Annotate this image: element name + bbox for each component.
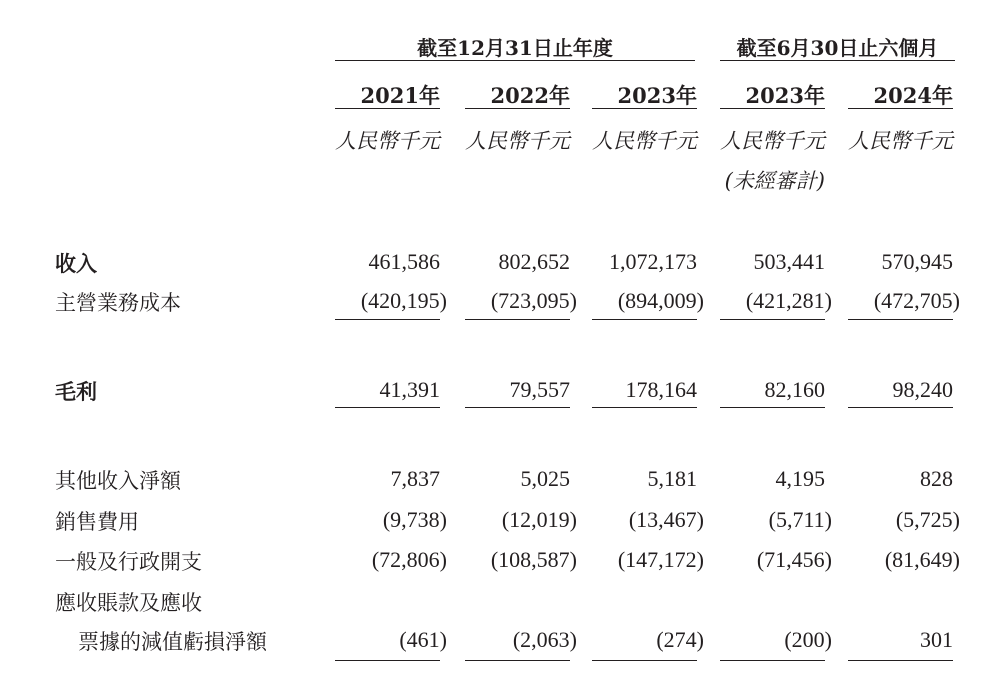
row-admin-2022: (108,587)	[490, 547, 577, 572]
bottom-rule-4	[720, 660, 825, 661]
row-other-2022: 5,025	[520, 466, 570, 491]
subtotal-rule-2	[465, 319, 570, 320]
row-label-revenue: 收入	[55, 251, 97, 276]
row-cost-2023h1: (421,281)	[745, 288, 832, 313]
row-impairment-2021: (461)	[399, 627, 447, 652]
row-selling-2022: (12,019)	[501, 507, 577, 532]
row-impairment-2023: (274)	[656, 627, 704, 652]
row-label-impairment-line2: 票據的減值虧損淨額	[78, 630, 267, 654]
header-group-year: 截至12月31日止年度	[417, 36, 613, 60]
row-cost-2021: (420,195)	[360, 288, 447, 313]
column-year-rule-4	[720, 108, 825, 109]
row-revenue-2021: 461,586	[368, 249, 440, 274]
column-year-rule-3	[592, 108, 697, 109]
row-label-other-income: 其他收入淨額	[55, 469, 181, 493]
row-admin-2024h1: (81,649)	[884, 547, 960, 572]
row-other-2024h1: 828	[920, 466, 953, 491]
gross-rule-5	[848, 407, 953, 408]
bottom-rule-1	[335, 660, 440, 661]
header-group-year-rule	[335, 60, 695, 61]
row-revenue-2023h1: 503,441	[753, 249, 825, 274]
row-label-selling-expenses: 銷售費用	[55, 510, 139, 534]
row-admin-2021: (72,806)	[371, 547, 447, 572]
row-selling-2024h1: (5,725)	[895, 507, 960, 532]
row-other-2023h1: 4,195	[775, 466, 825, 491]
gross-rule-1	[335, 407, 440, 408]
row-other-2023: 5,181	[647, 466, 697, 491]
column-unit-3: 人民幣千元	[592, 129, 697, 153]
column-unaudited-note: (未經審計)	[724, 169, 825, 193]
row-label-cost-of-sales: 主營業務成本	[55, 291, 181, 315]
subtotal-rule-1	[335, 319, 440, 320]
row-selling-2021: (9,738)	[382, 507, 447, 532]
row-selling-2023: (13,467)	[628, 507, 704, 532]
row-revenue-2022: 802,652	[498, 249, 570, 274]
column-year-2: 2022年	[490, 83, 570, 108]
row-gross-2023: 178,164	[625, 377, 697, 402]
column-year-3: 2023年	[617, 83, 697, 108]
row-impairment-2024h1: 301	[920, 627, 953, 652]
row-admin-2023h1: (71,456)	[756, 547, 832, 572]
row-cost-2024h1: (472,705)	[873, 288, 960, 313]
subtotal-rule-4	[720, 319, 825, 320]
subtotal-rule-3	[592, 319, 697, 320]
column-year-5: 2024年	[873, 83, 953, 108]
row-impairment-2023h1: (200)	[784, 627, 832, 652]
row-revenue-2023: 1,072,173	[609, 249, 697, 274]
column-year-1: 2021年	[360, 83, 440, 108]
header-group-half-rule	[720, 60, 955, 61]
column-year-4: 2023年	[745, 83, 825, 108]
column-unit-2: 人民幣千元	[465, 129, 570, 153]
row-admin-2023: (147,172)	[617, 547, 704, 572]
bottom-rule-5	[848, 660, 953, 661]
gross-rule-4	[720, 407, 825, 408]
column-unit-5: 人民幣千元	[848, 129, 953, 153]
row-gross-2024h1: 98,240	[892, 377, 953, 402]
gross-rule-2	[465, 407, 570, 408]
bottom-rule-3	[592, 660, 697, 661]
header-group-half-year: 截至6月30日止六個月	[736, 36, 939, 60]
row-gross-2023h1: 82,160	[764, 377, 825, 402]
row-impairment-2022: (2,063)	[512, 627, 577, 652]
column-unit-4: 人民幣千元	[720, 129, 825, 153]
row-cost-2023: (894,009)	[617, 288, 704, 313]
column-year-rule-1	[335, 108, 440, 109]
row-other-2021: 7,837	[390, 466, 440, 491]
column-year-rule-5	[848, 108, 953, 109]
subtotal-rule-5	[848, 319, 953, 320]
row-revenue-2024h1: 570,945	[881, 249, 953, 274]
row-gross-2022: 79,557	[509, 377, 570, 402]
column-unit-1: 人民幣千元	[335, 129, 440, 153]
column-year-rule-2	[465, 108, 570, 109]
row-cost-2022: (723,095)	[490, 288, 577, 313]
bottom-rule-2	[465, 660, 570, 661]
gross-rule-3	[592, 407, 697, 408]
row-label-gross-profit: 毛利	[55, 379, 97, 404]
row-gross-2021: 41,391	[379, 377, 440, 402]
row-label-impairment-line1: 應收賬款及應收	[55, 591, 202, 615]
row-label-admin-expenses: 一般及行政開支	[55, 550, 202, 574]
row-selling-2023h1: (5,711)	[768, 507, 832, 532]
